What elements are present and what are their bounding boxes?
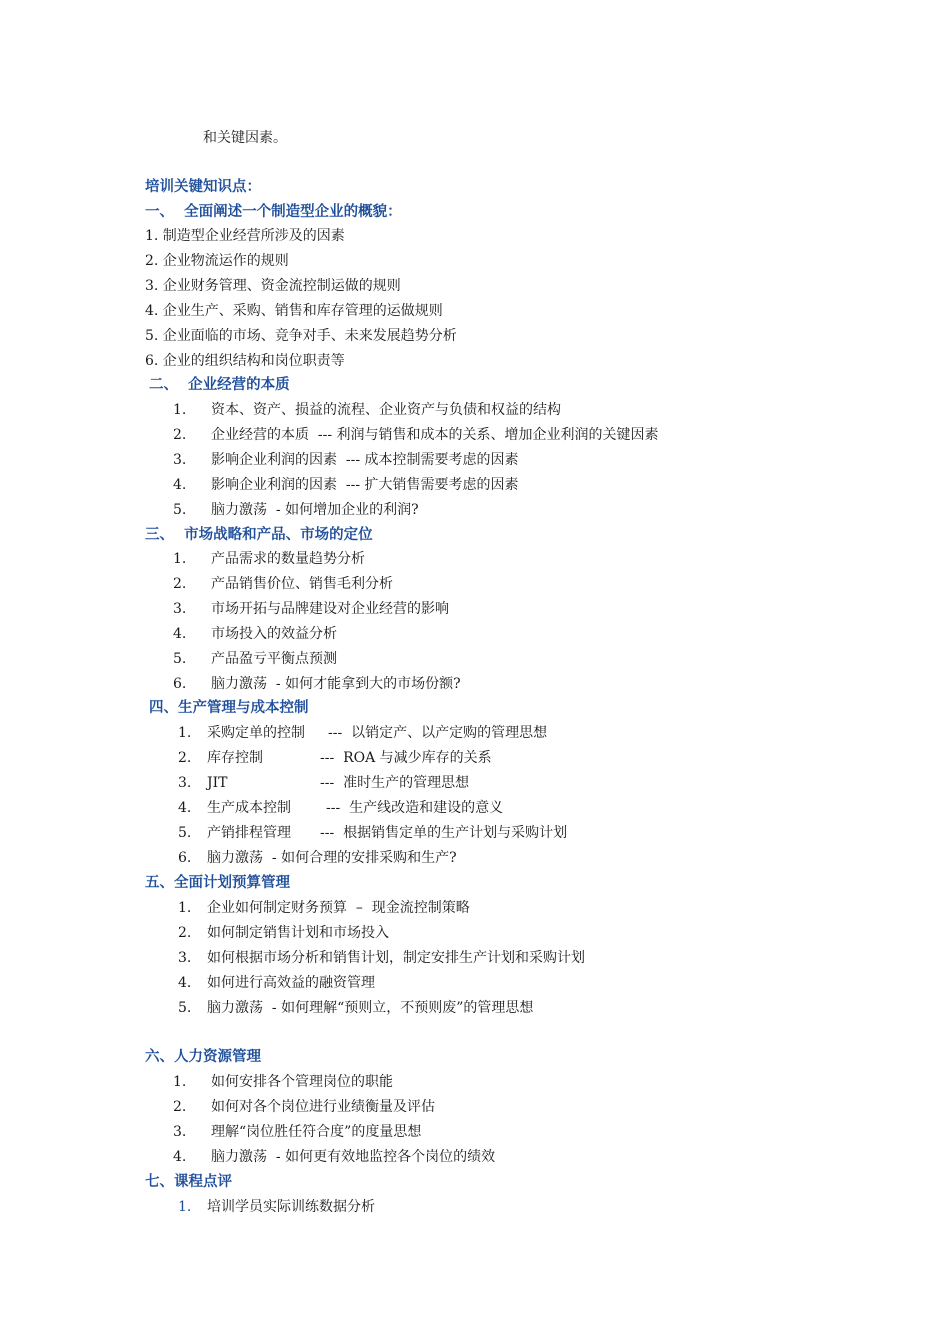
list-number: 3. — [173, 452, 187, 468]
list-item: 理解“岗位胜任符合度”的度量思想 — [211, 1124, 422, 1140]
list-number: 6. — [173, 676, 187, 692]
list-number: 5. — [173, 502, 187, 518]
list-number: 5. — [178, 1000, 192, 1016]
list-number: 4. — [173, 1149, 187, 1165]
list-number: 4. — [173, 626, 187, 642]
list-item: 脑力激荡 - 如何更有效地监控各个岗位的绩效 — [211, 1149, 496, 1165]
list-item-label: 库存控制 — [207, 750, 263, 766]
list-number: 4. — [173, 477, 187, 493]
list-item: 市场投入的效益分析 — [211, 626, 337, 642]
list-item: 如何制定销售计划和市场投入 — [207, 925, 389, 941]
list-item: 1. 制造型企业经营所涉及的因素 — [145, 228, 345, 244]
intro-text: 和关键因素。 — [203, 130, 287, 146]
list-number: 2. — [173, 1099, 187, 1115]
list-number: 3. — [173, 601, 187, 617]
list-number: 2. — [178, 750, 192, 766]
list-item-label: JIT — [207, 775, 228, 791]
section-title: 五、全面计划预算管理 — [145, 875, 290, 891]
list-item: 市场开拓与品牌建设对企业经营的影响 — [211, 601, 449, 617]
list-item: 脑力激荡 - 如何理解“预则立，不预则废”的管理思想 — [207, 1000, 534, 1016]
list-item: 脑力激荡 - 如何才能拿到大的市场份额? — [211, 676, 461, 692]
list-item: 如何对各个岗位进行业绩衡量及评估 — [211, 1099, 435, 1115]
list-number: 5. — [178, 825, 192, 841]
list-number: 3. — [173, 1124, 187, 1140]
list-item-detail: --- 准时生产的管理思想 — [320, 775, 470, 791]
key-points-heading: 培训关键知识点： — [145, 179, 261, 195]
list-item: 资本、资产、损益的流程、企业资产与负债和权益的结构 — [211, 402, 561, 418]
list-item: 产品需求的数量趋势分析 — [211, 551, 365, 567]
list-item: 如何根据市场分析和销售计划，制定安排生产计划和采购计划 — [207, 950, 585, 966]
list-number: 4. — [178, 800, 192, 816]
list-item: 企业如何制定财务预算 – 现金流控制策略 — [207, 900, 470, 916]
list-item: 如何安排各个管理岗位的职能 — [211, 1074, 393, 1090]
list-item: 4. 企业生产、采购、销售和库存管理的运做规则 — [145, 303, 443, 319]
list-number: 6. — [178, 850, 192, 866]
list-item: 培训学员实际训练数据分析 — [207, 1199, 375, 1215]
list-number: 2. — [173, 427, 187, 443]
list-item: 5. 企业面临的市场、竞争对手、未来发展趋势分析 — [145, 328, 457, 344]
list-number: 1. — [173, 402, 187, 418]
list-item-label: 采购定单的控制 — [207, 725, 305, 741]
list-item-label: 脑力激荡 - 如何合理的安排采购和生产? — [207, 850, 457, 866]
list-number: 1. — [178, 900, 192, 916]
list-item: 产品盈亏平衡点预测 — [211, 651, 337, 667]
list-item: 影响企业利润的因素 --- 扩大销售需要考虑的因素 — [211, 477, 519, 493]
list-number: 1. — [178, 725, 192, 741]
list-item-detail: --- 生产线改造和建设的意义 — [326, 800, 504, 816]
list-number: 1. — [173, 551, 187, 567]
list-item-label: 生产成本控制 — [207, 800, 291, 816]
list-number: 2. — [178, 925, 192, 941]
list-number: 1. — [173, 1074, 187, 1090]
list-item-detail: --- ROA 与减少库存的关系 — [320, 750, 492, 766]
list-item-detail: --- 根据销售定单的生产计划与采购计划 — [320, 825, 568, 841]
list-item: 如何进行高效益的融资管理 — [207, 975, 375, 991]
list-item: 2. 企业物流运作的规则 — [145, 253, 289, 269]
list-number: 1. — [178, 1199, 192, 1215]
list-number: 4. — [178, 975, 192, 991]
list-item: 影响企业利润的因素 --- 成本控制需要考虑的因素 — [211, 452, 519, 468]
list-item: 脑力激荡 - 如何增加企业的利润? — [211, 502, 419, 518]
list-item-detail: --- 以销定产、以产定购的管理思想 — [328, 725, 548, 741]
section-title: 一、 全面阐述一个制造型企业的概貌： — [145, 204, 402, 220]
section-title: 四、生产管理与成本控制 — [149, 700, 309, 716]
list-item: 6. 企业的组织结构和岗位职责等 — [145, 353, 345, 369]
list-item: 产品销售价位、销售毛利分析 — [211, 576, 393, 592]
list-number: 3. — [178, 775, 192, 791]
section-title: 六、人力资源管理 — [145, 1049, 261, 1065]
list-item: 企业经营的本质 --- 利润与销售和成本的关系、增加企业利润的关键因素 — [211, 427, 659, 443]
list-number: 2. — [173, 576, 187, 592]
section-title: 二、 企业经营的本质 — [149, 377, 290, 393]
list-number: 5. — [173, 651, 187, 667]
list-number: 3. — [178, 950, 192, 966]
list-item-label: 产销排程管理 — [207, 825, 291, 841]
section-title: 三、 市场战略和产品、市场的定位 — [145, 527, 373, 543]
list-item: 3. 企业财务管理、资金流控制运做的规则 — [145, 278, 401, 294]
section-title: 七、课程点评 — [145, 1174, 232, 1190]
